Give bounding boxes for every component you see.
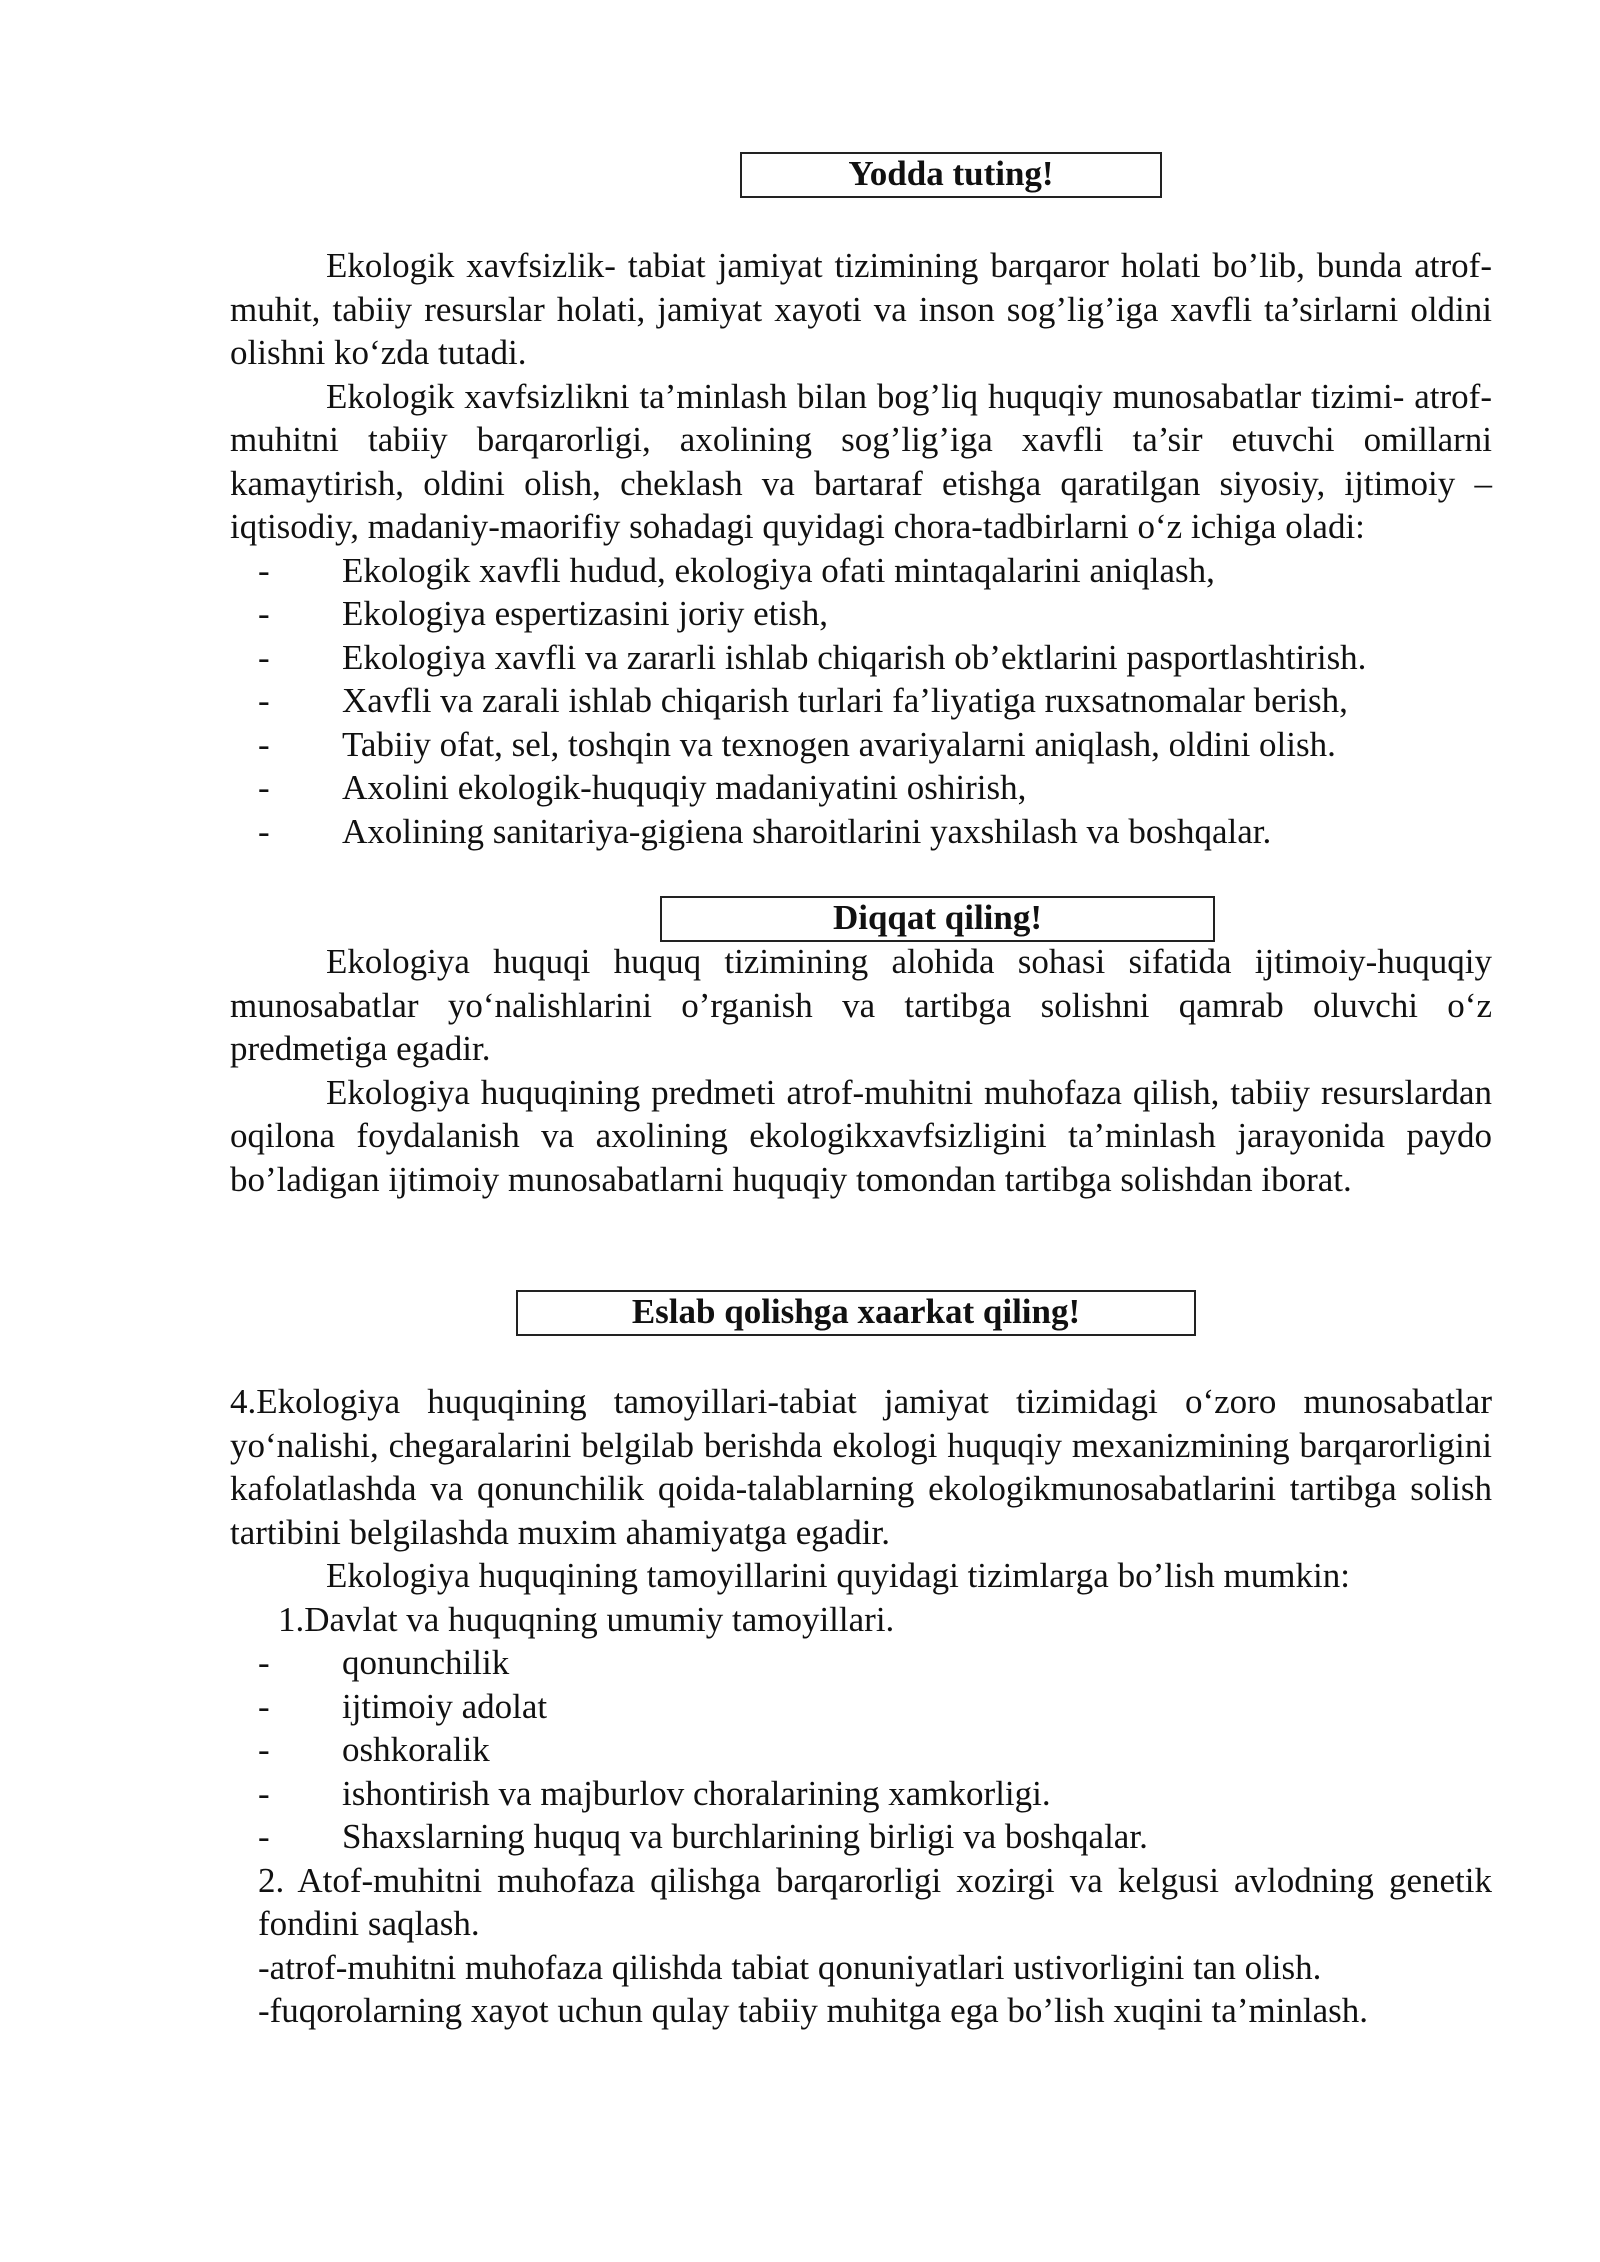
list-item: - Xavfli va zarali ishlab chiqarish turlari fa’liyatiga ruxsatnomalar berish, — [258, 681, 1348, 720]
list-item: - oshkoralik — [258, 1730, 490, 1769]
heading-try-remember: Eslab qolishga xaarkat qiling! — [631, 1292, 1081, 1331]
heading-box-attention — [660, 896, 1215, 942]
section-1 — [230, 244, 1492, 853]
list-item: - Ekologik xavfli hudud, ekologiya ofati mintaqalarini aniqlash, — [258, 550, 1215, 590]
paragraph-subject: Ekologiya huquqining predmeti atrof-muhitni muhofaza qilish, tabiiy resurslardan oqilona foydalanish va axolining ekologikxavfsizligini ta’minlash jarayonida paydo bo’ladigan ijtimoiy munosabatlarni huquqiy tomondan tartibga solishdan iborat. — [230, 1072, 1492, 1199]
paragraph-ecology-law: Ekologiya huquqi huquq tizimining alohida sohasi sifatida ijtimoiy-huquqiy munosabatlar yo‘nalishlarini o’rganish va tartibga solishni qamrab oluvchi o‘z predmetiga egadir. — [230, 942, 1492, 1068]
list-item: - Ekologiya espertizasini joriy etish, — [258, 594, 829, 633]
list-item: - ishontirish va majburlov choralarining xamkorligi. — [258, 1773, 1051, 1813]
measures-list — [230, 549, 1492, 854]
paragraph-ecological-safety: Ekologik xavfsizlik- tabiat jamiyat tizimining barqaror holati bo’lib, bunda atrof-muhit, tabiiy resurslar holati, jamiyat xayoti va inson sog’lig’iga xavfli ta’sirlarni oldini olishni ko‘zda tutadi. — [230, 246, 1492, 372]
paragraph-legal-relations: Ekologik xavfsizlikni ta’minlash bilan bog’liq huquqiy munosabatlar tizimi- atrof-muhitni tabiiy barqarorligi, axolining sog’lig’iga xavfli ta’sir etuvchi omillarni kamaytirish, oldini olish, cheklash va bartaraf etishga qaratilgan siyosiy, ijtimoiy –iqtisodiy, madaniy-maorifiy sohadagi quyidagi chora-tadbirlarni o‘z ichiga oladi: — [230, 376, 1492, 546]
heading-box-try-remember — [516, 1290, 1196, 1336]
section-2 — [230, 940, 1492, 1201]
list-item: - ijtimoiy adolat — [258, 1686, 548, 1726]
paragraph-principles: 4.Ekologiya huquqining tamoyillari-tabiat jamiyat tizimidagi o‘zoro munosabatlar yo‘nalishi, chegaralarini belgilab berishda ekologi huquqiy mexanizmining barqarorligini kafolatlashda va qonunchilik qoida-talablarning ekologikmunosabatlarini tartibga solish tartibini belgilashda muxim ahamiyatga egadir. — [230, 1382, 1492, 1552]
list-item: - Tabiiy ofat, sel, toshqin va texnogen avariyalarni aniqlash, oldini olish. — [258, 724, 1336, 764]
line-nature-laws: -atrof-muhitni muhofaza qilishda tabiat qonuniyatlari ustivorligini tan olish. — [258, 1947, 1322, 1987]
heading-box-remember — [740, 152, 1162, 198]
list-item: - Axolini ekologik-huquqiy madaniyatini oshirish, — [258, 768, 1027, 807]
list-item: - qonunchilik — [258, 1643, 510, 1682]
list-item: - Axolining sanitariya-gigiena sharoitlarini yaxshilash va boshqalar. — [258, 811, 1272, 851]
principles-list — [230, 1641, 1492, 1859]
line-citizens-rights: -fuqorolarning xayot uchun qulay tabiiy muhitga ega bo’lish xuqini ta’minlash. — [258, 1991, 1369, 2030]
subheading-general-principles: 1.Davlat va huquqning umumiy tamoyillari. — [278, 1599, 895, 1639]
section-3 — [230, 1380, 1492, 2033]
paragraph-principle-systems: Ekologiya huquqining tamoyillarini quyidagi tizimlarga bo’lish mumkin: — [326, 1556, 1350, 1595]
paragraph-genetic-fund: 2. Atof-muhitni muhofaza qilishga barqarorligi xozirgi va kelgusi avlodning genetik fondini saqlash. — [258, 1860, 1492, 1943]
heading-remember: Yodda tuting! — [848, 154, 1054, 193]
heading-attention: Diqqat qiling! — [832, 898, 1043, 937]
list-item: - Shaxslarning huquq va burchlarining birligi va boshqalar. — [258, 1817, 1148, 1856]
list-item: - Ekologiya xavfli va zararli ishlab chiqarish ob’ektlarini pasportlashtirish. — [258, 637, 1367, 677]
